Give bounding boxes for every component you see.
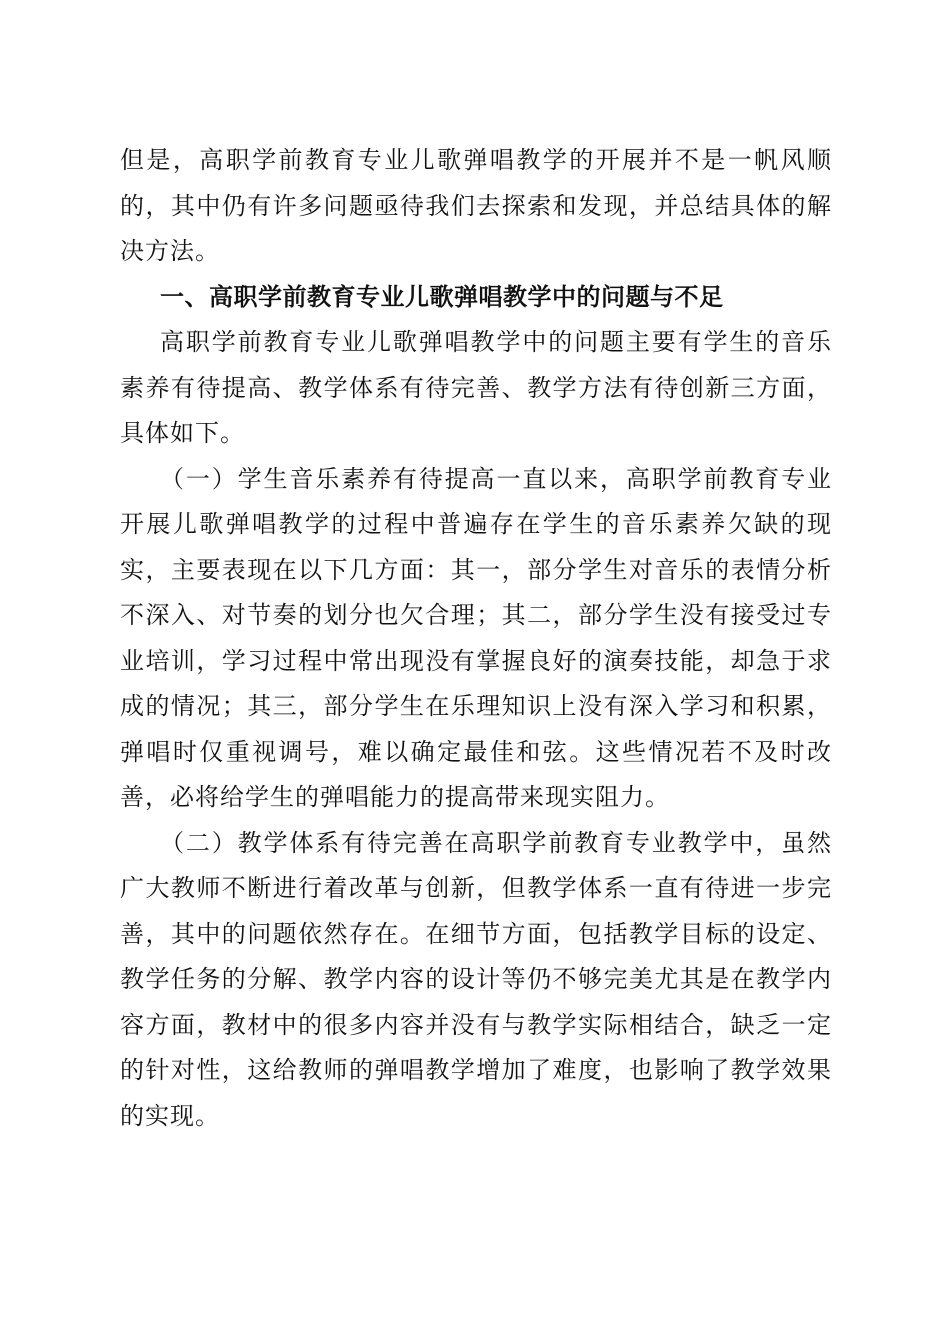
- section-heading: 一、高职学前教育专业儿歌弹唱教学中的问题与不足: [160, 282, 724, 311]
- intro-paragraph: 但是，高职学前教育专业儿歌弹唱教学的开展并不是一帆风顺的，其中仍有许多问题亟待我们去探索和发现，并总结具体的解决方法。: [120, 146, 832, 265]
- document-body: [120, 138, 832, 1139]
- overview-paragraph: 高职学前教育专业儿歌弹唱教学中的问题主要有学生的音乐素养有待提高、教学体系有待完善、教学方法有待创新三方面，具体如下。: [120, 328, 832, 447]
- section-2-paragraph: （二）教学体系有待完善在高职学前教育专业教学中，虽然广大教师不断进行着改革与创新，但教学体系一直有待进一步完善，其中的问题依然存在。在细节方面，包括教学目标的设定、教学任务的分解、教学内容的设计等仍不够完美尤其是在教学内容方面，教材中的很多内容并没有与教学实际相结合，缺乏一定的针对性，这给教师的弹唱教学增加了难度，也影响了教学效果的实现。: [120, 828, 832, 1130]
- section-1-paragraph: （一）学生音乐素养有待提高一直以来，高职学前教育专业开展儿歌弹唱教学的过程中普遍存在学生的音乐素养欠缺的现实，主要表现在以下几方面：其一，部分学生对音乐的表情分析不深入、对节奏的划分也欠合理；其二，部分学生没有接受过专业培训，学习过程中常出现没有掌握良好的演奏技能，却急于求成的情况；其三，部分学生在乐理知识上没有深入学习和积累，弹唱时仅重视调号，难以确定最佳和弦。这些情况若不及时改善，必将给学生的弹唱能力的提高带来现实阻力。: [120, 464, 832, 811]
